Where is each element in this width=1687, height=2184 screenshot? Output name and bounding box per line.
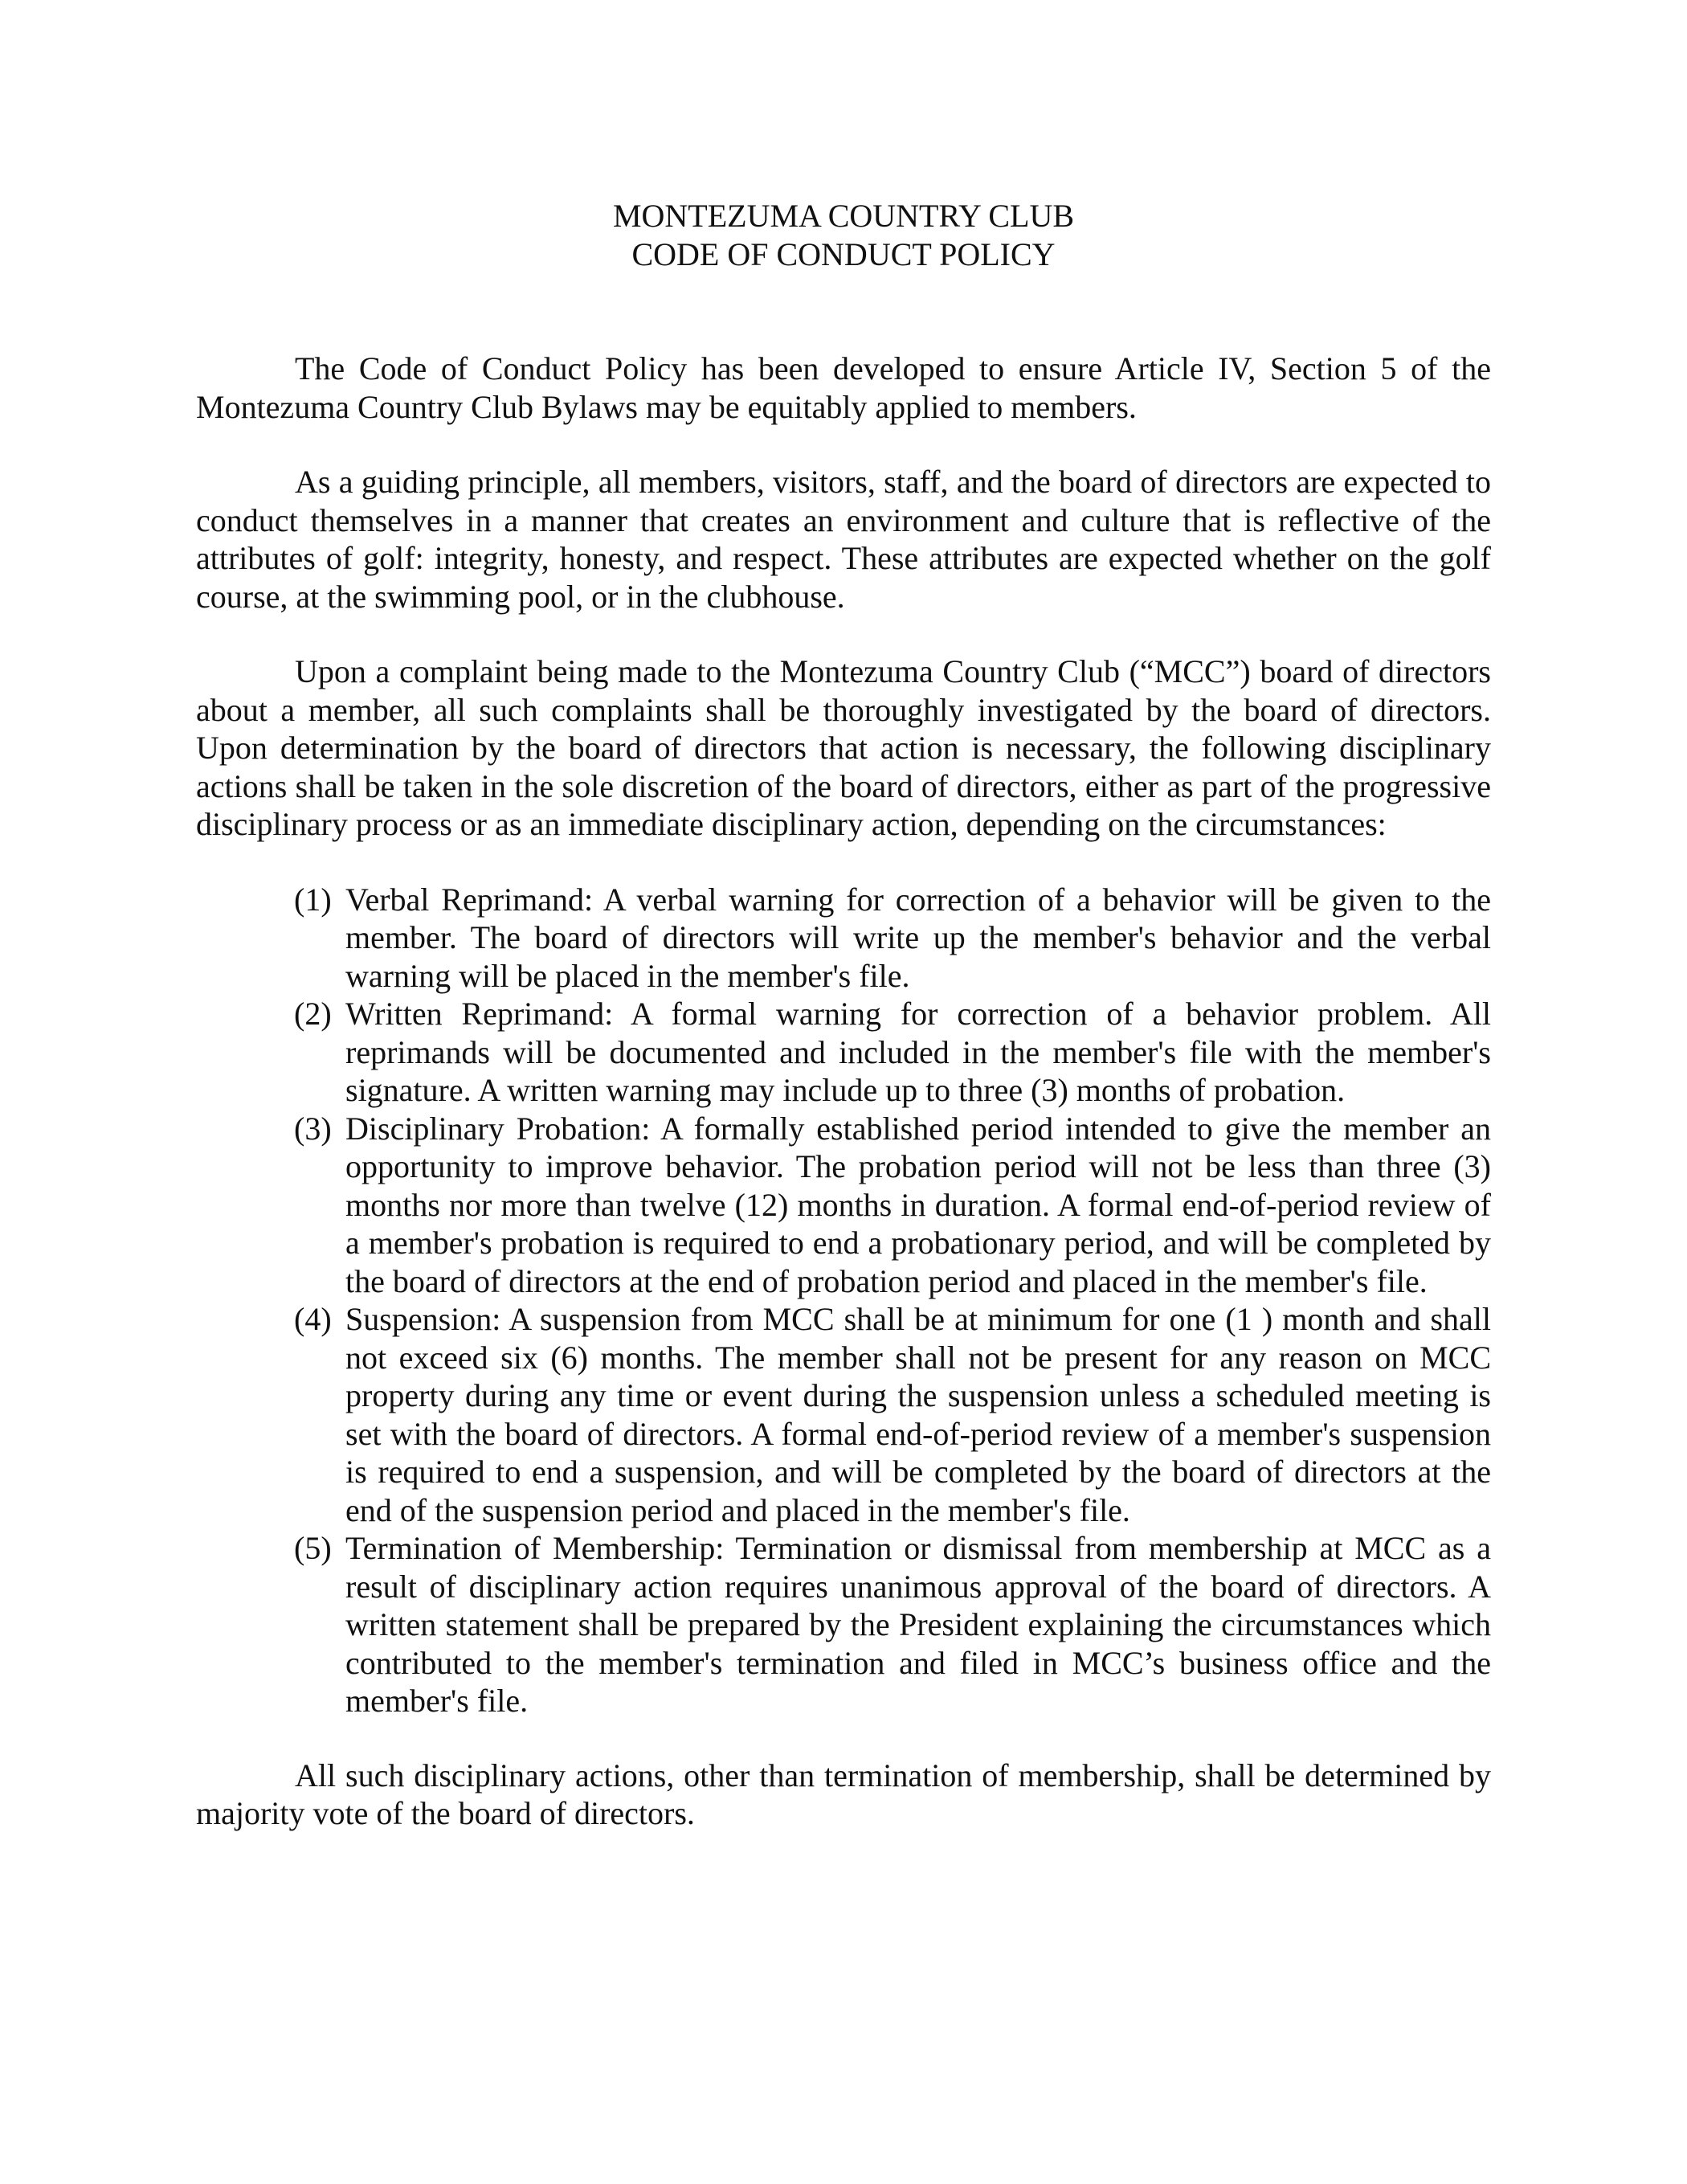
list-item-text: Verbal Reprimand: A verbal warning for correction of a behavior will be given to the member. The board of directors will write up the member's behavior and the verbal warning will be placed in the member's file. [345,881,1491,994]
list-item [294,1529,1491,1720]
list-item-text: Disciplinary Probation: A formally established period intended to give the member an opportunity to improve behavior. The probation period will not be less than three (3) months nor more than twelve (12) months in duration. A formal end-of-period review of a member's probation is required to end a probationary period, and will be completed by the board of directors at the end of probation period and placed in the member's file. [345,1110,1491,1299]
intro-paragraph: The Code of Conduct Policy has been developed to ensure Article IV, Section 5 of the Montezuma Country Club Bylaws may be equitably applied to members. [196,350,1491,425]
document-page [196,197,1491,1870]
list-item [294,881,1491,996]
guiding-principle-paragraph: As a guiding principle, all members, visitors, staff, and the board of directors are expected to conduct themselves in a manner that creates an environment and culture that is reflective of the attributes of golf: integrity, honesty, and respect. These attributes are expected whether on the golf course, at the swimming pool, or in the clubhouse. [196,464,1491,615]
list-item-number: (4) [294,1301,332,1337]
list-item [294,1110,1491,1301]
disciplinary-actions-list [196,881,1491,1720]
list-item-text: Suspension: A suspension from MCC shall be at minimum for one (1 ) month and shall not exceed six (6) months. The member shall not be present for any reason on MCC property during any time or event during the suspension unless a scheduled meeting is set with the board of directors. A formal end-of-period review of a member's suspension is required to end a suspension, and will be completed by the board of directors at the end of the suspension period and placed in the member's file. [345,1301,1491,1528]
list-item-text: Written Reprimand: A formal warning for correction of a behavior problem. All reprimands will be documented and included in the member's file with the member's signature. A written warning may include up to three (3) months of probation. [345,996,1491,1108]
list-item-text: Termination of Membership: Termination or dismissal from membership at MCC as a result of disciplinary action requires unanimous approval of the board of directors. A written statement shall be prepared by the President explaining the circumstances which contributed to the member's termination and filed in MCC’s business office and the member's file. [345,1530,1491,1719]
club-name-heading: MONTEZUMA COUNTRY CLUB [612,198,1075,234]
complaint-procedure-paragraph: Upon a complaint being made to the Montezuma Country Club (“MCC”) board of directors about a member, all such complaints shall be thoroughly investigated by the board of directors. Upon determination by the board of directors that action is necessary, the following disciplinary actions shall be taken in the sole discretion of the board of directors, either as part of the progressive disciplinary process or as an immediate disciplinary action, depending on the circumstances: [196,653,1491,842]
list-item [294,1300,1491,1529]
list-item-number: (2) [294,996,332,1032]
list-item-number: (1) [294,881,332,918]
list-item [294,995,1491,1110]
closing-paragraph: All such disciplinary actions, other than termination of membership, shall be determined by majority vote of the board of directors. [196,1757,1491,1831]
policy-title-heading: CODE OF CONDUCT POLICY [631,236,1056,272]
list-item-number: (5) [294,1530,332,1566]
list-item-number: (3) [294,1110,332,1147]
document-title [196,197,1491,274]
